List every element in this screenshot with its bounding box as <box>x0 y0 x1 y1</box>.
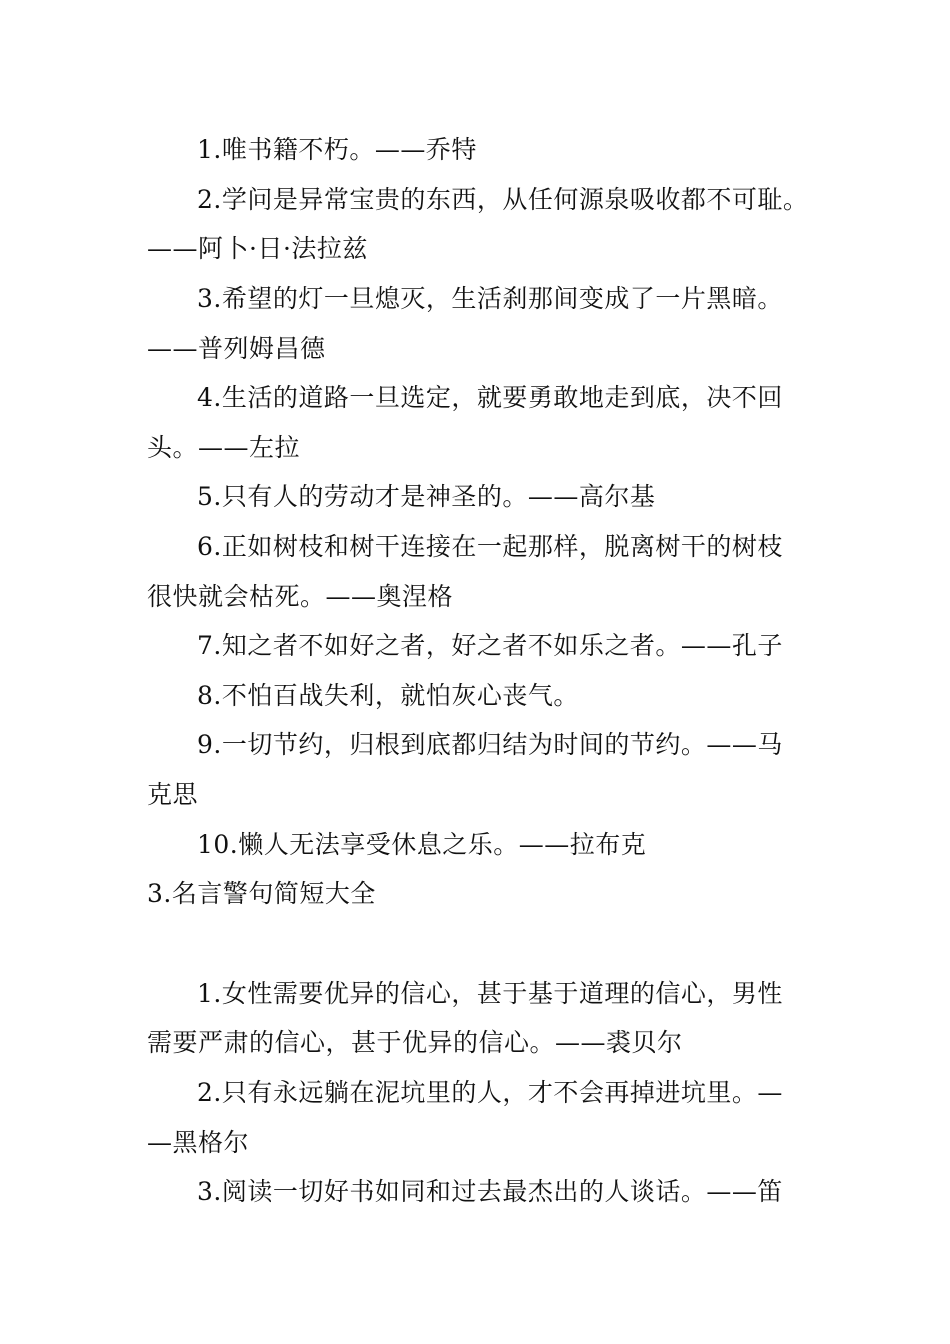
quote-10-line-1: 10.懒人无法享受休息之乐。——拉布克 <box>197 830 647 859</box>
quote-3-line-1: 3.希望的灯一旦熄灭，生活刹那间变成了一片黑暗。 <box>197 284 783 313</box>
quote-b2-line-1: 2.只有永远躺在泥坑里的人，才不会再掉进坑里。— <box>197 1078 783 1107</box>
quote-b3-line-1: 3.阅读一切好书如同和过去最杰出的人谈话。——笛 <box>197 1177 783 1206</box>
quote-1-line-1: 1.唯书籍不朽。——乔特 <box>197 135 477 164</box>
quote-9-line-1: 9.一切节约，归根到底都归结为时间的节约。——马 <box>197 730 783 759</box>
quote-8-line-1: 8.不怕百战失利，就怕灰心丧气。 <box>197 681 579 710</box>
quote-b1-line-1: 1.女性需要优异的信心，甚于基于道理的信心，男性 <box>197 979 783 1008</box>
quote-6-line-2: 很快就会枯死。——奥涅格 <box>147 582 454 611</box>
quote-2-line-2: ——阿卜·日·法拉兹 <box>147 234 368 263</box>
quote-3-line-2: ——普列姆昌德 <box>147 334 326 363</box>
quote-b1-line-2: 需要严肃的信心，甚于优异的信心。——裘贝尔 <box>147 1028 683 1057</box>
quote-9-line-2: 克思 <box>147 780 199 809</box>
quote-7-line-1: 7.知之者不如好之者，好之者不如乐之者。——孔子 <box>197 631 783 660</box>
quote-4-line-2: 头。——左拉 <box>147 433 301 462</box>
quote-6-line-1: 6.正如树枝和树干连接在一起那样，脱离树干的树枝 <box>197 532 783 561</box>
quote-2-line-1: 2.学问是异常宝贵的东西，从任何源泉吸收都不可耻。 <box>197 185 809 214</box>
quote-4-line-1: 4.生活的道路一旦选定，就要勇敢地走到底，决不回 <box>197 383 783 412</box>
section-heading: 3.名言警句简短大全 <box>147 879 376 908</box>
quote-b2-line-2: —黑格尔 <box>147 1128 250 1157</box>
quote-5-line-1: 5.只有人的劳动才是神圣的。——高尔基 <box>197 482 656 511</box>
